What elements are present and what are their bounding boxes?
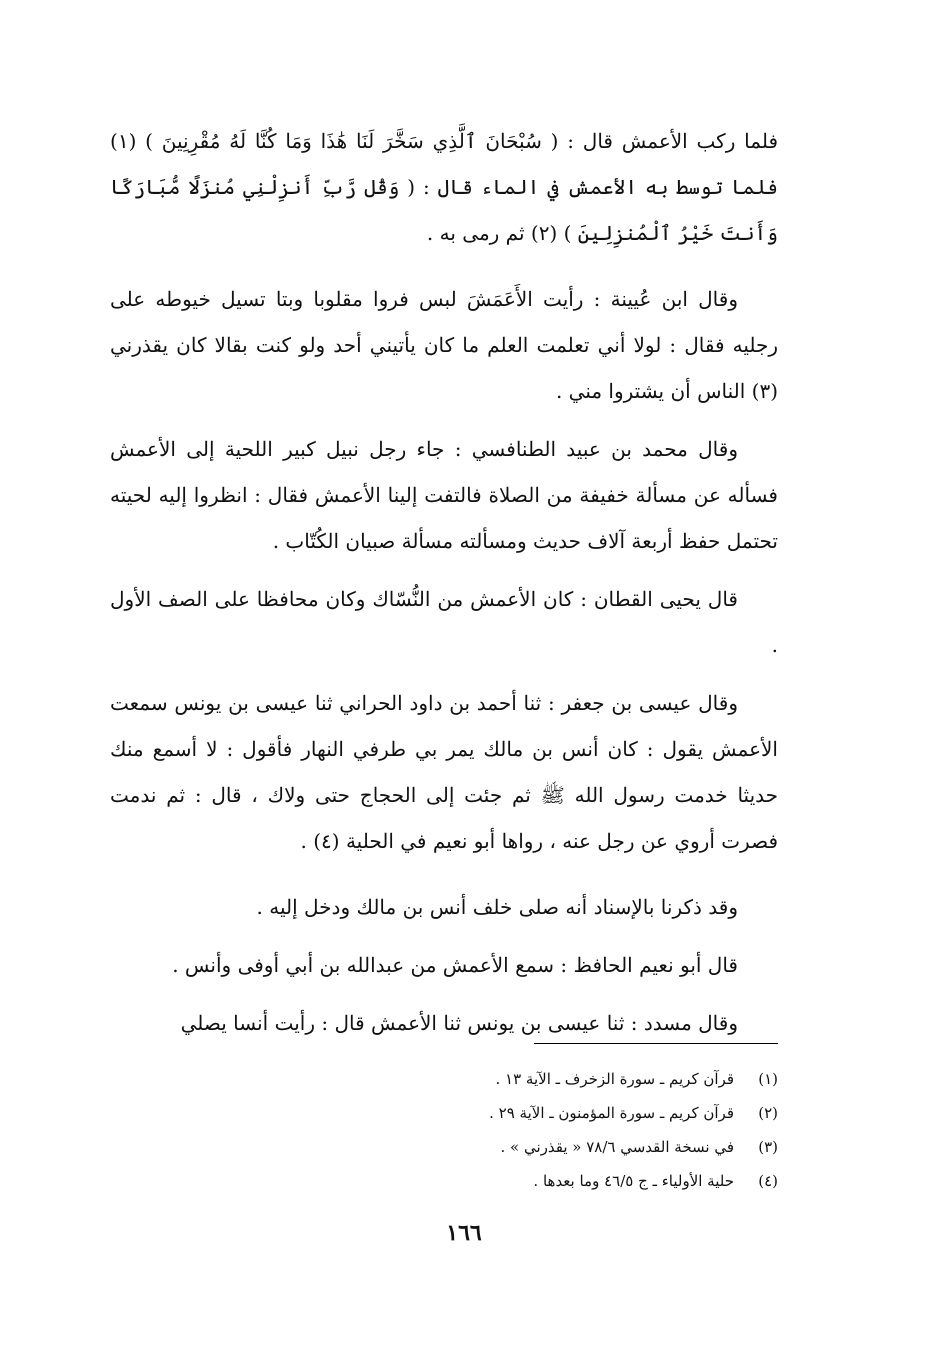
footnote-3	[360, 1130, 778, 1164]
paragraph-2: وقال ابن عُيينة : رأيت الأَعَمَشَ لبس فروا مقلوبا وبتا تسيل خيوطه على رجليه فقال : لولا أني تعلمت العلم ما كان يأتيني أحد ولو كنت بقالا كان يقذرني (٣) الناس أن يشتروا مني .	[110, 287, 779, 403]
paragraph-3: وقال محمد بن عبيد الطنافسي : جاء رجل نبيل كبير اللحية إلى الأعمش فسأله عن مسألة خفيفة من الصلاة فالتفت إلينا الأعمش فقال : انظروا إليه لحيته تحتمل حفظ أربعة آلاف حديث ومسألته مسألة صبيان الكُتّاب .	[110, 437, 778, 553]
footnote-number: (١)	[758, 1070, 778, 1088]
main-text	[110, 118, 778, 1046]
footnote-number: (٣)	[758, 1138, 778, 1156]
footnote-1	[360, 1062, 778, 1096]
footnote-text: قرآن كريم ـ سورة المؤمنون ـ الآية ٢٩ .	[489, 1104, 734, 1122]
footnote-number: (٢)	[758, 1104, 778, 1122]
footnote-text: حلية الأولياء ـ ج ٤٦/٥ وما بعدها .	[533, 1172, 734, 1190]
footnote-4	[360, 1164, 778, 1198]
footnotes	[360, 1062, 778, 1198]
paragraph-7: قال أبو نعيم الحافظ : سمع الأعمش من عبدالله بن أبي أوفى وأنس .	[172, 953, 738, 977]
paragraph-8: وقال مسدد : ثنا عيسى بن يونس ثنا الأعمش قال : رأيت أنسا يصلي	[180, 1011, 738, 1035]
footnote-text: في نسخة القدسي ٧٨/٦ « يقذرني » .	[500, 1138, 734, 1156]
footnote-2	[360, 1096, 778, 1130]
paragraph-5: وقال عيسى بن جعفر : ثنا أحمد بن داود الحراني ثنا عيسى بن يونس سمعت الأعمش يقول : كان أنس بن مالك يمر بي طرفي النهار فأقول : لا أسمع منك حديثا خدمت رسول الله ﷺ ثم جئت إلى الحجاج حتى ولاك ، قال : ثم ندمت فصرت أروي عن رجل عنه ، رواها أبو نعيم في الحلية (٤) .	[110, 691, 778, 853]
paragraph-6: وقد ذكرنا بالإسناد أنه صلى خلف أنس بن مالك ودخل إليه .	[256, 895, 738, 919]
footnote-text: قرآن كريم ـ سورة الزخرف ـ الآية ١٣ .	[495, 1070, 734, 1088]
footnote-divider	[534, 1043, 778, 1044]
page-number: ١٦٦	[446, 1220, 482, 1246]
paragraph-1: فلما ركب الأعمش قال : ( سُبْحَانَ ٱلَّذِي سَخَّرَ لَنَا هَٰذَا وَمَا كُنَّا لَهُ مُقْرِنِينَ ) (١) فلما توسط به الأعمش في الماء قال : ( وَقُل رَّبِّ أَنزِلْنِي مُنزَلًا مُّبَارَكًا وَأَنتَ خَيْرُ ٱلْمُنزِلِينَ ) (٢) ثم رمى به .	[110, 129, 778, 245]
footnote-number: (٤)	[758, 1172, 778, 1190]
paragraph-4: قال يحيى القطان : كان الأعمش من النُّسّاك وكان محافظا على الصف الأول .	[110, 587, 778, 657]
